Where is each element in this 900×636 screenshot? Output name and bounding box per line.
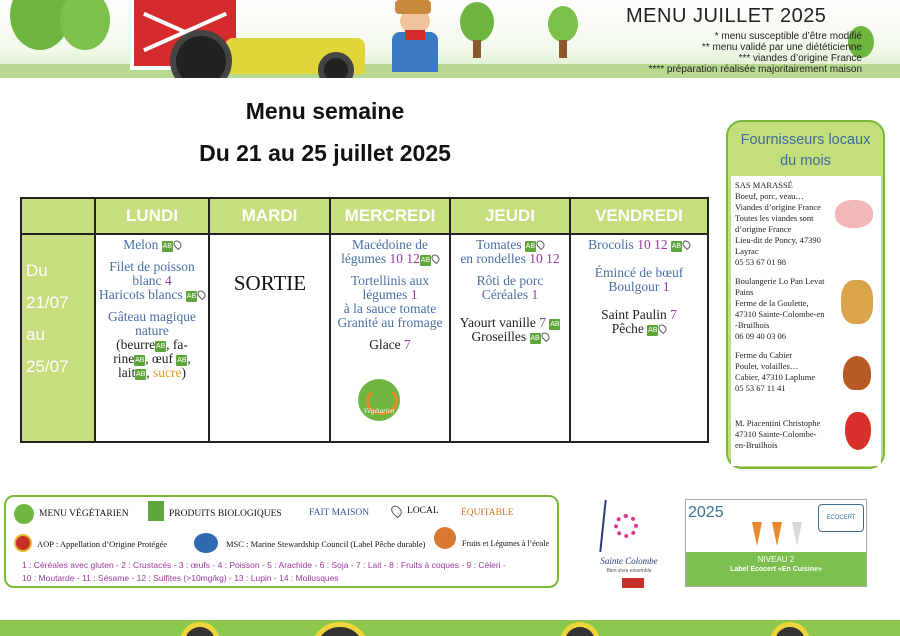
farmer-hat	[395, 0, 431, 14]
day-header-mercredi: MERCREDI	[329, 199, 449, 233]
supplier-marasse	[735, 180, 835, 268]
suppliers-title	[728, 130, 883, 172]
menu-column-mercredi	[329, 235, 449, 441]
ingredient-text: , fa-	[166, 337, 188, 352]
sainte-colombe-name: Sainte Colombe	[600, 556, 658, 566]
local-pin-icon	[389, 504, 404, 519]
supplier-line: Pains	[735, 287, 754, 297]
allergen-code: 1	[531, 287, 539, 302]
dish-item	[451, 238, 569, 252]
day-header-mardi: MARDI	[208, 199, 329, 233]
local-pin-icon	[657, 323, 668, 334]
legend-equitable: ÉQUITABLE	[461, 508, 514, 518]
suppliers-list	[731, 176, 881, 466]
bottom-banner	[0, 620, 900, 636]
legend-msc: MSC : Marine Stewardship Council (Label Pêche durable)	[226, 539, 426, 549]
allergen-line: 1 : Céréales avec gluten - 2 : Crustacés - 3 : œufs - 4 : Poisson - 5 : Arachide - 6 : Soja - 7 : Lait - 8 : Fruits à coques - 9 : Céleri -	[22, 560, 506, 570]
ingredient-text: (beurre	[116, 337, 156, 352]
date-line: au	[26, 325, 45, 344]
allergen-code: 7	[670, 307, 677, 322]
tree-illustration	[460, 2, 494, 42]
menu-column-mardi	[208, 235, 329, 441]
dish-name: Pêche	[611, 321, 644, 336]
ingredient-sucre: sucre	[153, 365, 182, 380]
supplier-line: en-Bruilhois	[735, 440, 778, 450]
dish-item	[571, 266, 707, 280]
menu-table	[20, 197, 709, 443]
note-line: *** viandes d’origine France	[738, 53, 862, 64]
fruits-ecole-icon	[434, 527, 456, 549]
tractor-wheel	[560, 622, 600, 636]
organic-ab-icon: AB	[648, 327, 658, 334]
local-pin-icon	[535, 239, 546, 250]
suppliers-title-line: Fournisseurs locaux	[740, 132, 871, 148]
dish-item	[331, 316, 449, 330]
allergen-list	[22, 559, 522, 585]
dots-flower-icon	[614, 514, 638, 538]
day-header-lundi: LUNDI	[94, 199, 208, 233]
menu-header-row	[22, 199, 707, 235]
allergen-line: 10 : Moutarde - 11 : Sésame - 12 : Sulfites (>10mg/kg) - 13 : Lupin - 14 : Mollusques	[22, 573, 339, 583]
dish-name: Céréales	[481, 287, 529, 302]
allergen-code: 10 12	[637, 237, 668, 252]
menu-column-lundi	[94, 235, 208, 441]
ecocert-band	[686, 552, 866, 586]
dish-name: Granité au fromage	[337, 315, 443, 330]
allergen-code: 7	[539, 315, 546, 330]
dish-name: Tomates	[476, 237, 522, 252]
dish-name: à la sauce tomate	[343, 301, 437, 316]
allergen-code: 4	[164, 273, 172, 288]
date-line: 21/07	[26, 293, 69, 312]
dish-name: Rôti de porc	[476, 273, 544, 288]
supplier-line: 05 53 67 01 98	[735, 257, 786, 267]
dish-name: Macédoine de légumes	[341, 237, 429, 266]
organic-ab-icon: AB	[135, 357, 145, 364]
dish-name: Tortellinis aux légumes	[350, 273, 430, 302]
supplier-line: Boulangerie Lo Pan Levat	[735, 276, 825, 286]
organic-ab-icon: AB	[525, 243, 536, 250]
organic-ab-icon: AB	[136, 371, 146, 378]
ingredient-text: lait	[118, 365, 136, 380]
note-line: ** menu validé par une diététicienne	[701, 42, 862, 53]
dish-item	[331, 302, 449, 316]
ecocert-label	[685, 499, 867, 587]
organic-ab-icon: AB	[550, 321, 560, 328]
tree-trunk	[473, 40, 481, 58]
dish-item	[571, 280, 707, 294]
dish-name: Glace	[369, 337, 401, 352]
dish-name: Yaourt vanille	[459, 315, 536, 330]
organic-ab-icon: AB	[420, 257, 431, 264]
date-line: 25/07	[26, 357, 69, 376]
dish-name: Filet de poisson blanc	[109, 259, 195, 288]
note-line: * menu susceptible d’être modifié	[714, 31, 862, 42]
ingredient-text: rine	[113, 351, 135, 366]
dish-item	[331, 238, 449, 266]
organic-ab-icon: AB	[162, 243, 172, 250]
organic-ab-icon: AB	[186, 293, 197, 300]
organic-ab-icon	[148, 501, 164, 521]
sainte-colombe-logo	[594, 498, 664, 590]
local-pin-icon	[430, 253, 441, 264]
legend-panel	[4, 495, 559, 588]
allergen-code: 7	[404, 337, 411, 352]
vegetarian-icon	[14, 504, 34, 524]
organic-ab-icon: AB	[155, 343, 166, 350]
menu-column-vendredi	[569, 235, 707, 441]
vegetarian-logo-text: Végétarien	[363, 407, 395, 415]
dish-item	[451, 274, 569, 288]
dish-item	[96, 260, 208, 288]
dish-item	[451, 288, 569, 302]
church-spire-icon	[599, 500, 606, 552]
ecocert-year: 2025	[688, 504, 724, 521]
legend-aop: AOP : Appellation d’Origine Protégée	[37, 539, 167, 549]
organic-ab-icon: AB	[177, 357, 187, 364]
msc-icon	[194, 533, 218, 553]
dish-item	[451, 252, 569, 266]
dish-name: Haricots blancs	[99, 287, 183, 302]
supplier-line: Cabier, 47310 Laplume	[735, 372, 816, 382]
legend-fruits-ecole: Fruits et Légumes à l’école	[462, 539, 550, 548]
village-flowers-badge	[622, 578, 644, 588]
menu-month-title: MENU JUILLET 2025	[626, 5, 827, 27]
ingredient-text: , œuf	[145, 351, 173, 366]
supplier-line: 06 09 40 03 06	[735, 331, 786, 341]
dish-name: Melon	[123, 237, 159, 252]
dish-item	[451, 316, 569, 330]
dish-item	[451, 330, 569, 344]
week-range-title: Du 21 au 25 juillet 2025	[199, 140, 451, 166]
date-line: Du	[26, 261, 48, 280]
note-line: **** préparation réalisée majoritairement maison	[648, 64, 862, 75]
supplier-line: M. Piacentini Christophe	[735, 418, 821, 428]
tree-trunk	[559, 40, 567, 58]
ecocert-level: NIVEAU 2	[757, 555, 795, 564]
vegetarian-logo	[358, 379, 400, 421]
sainte-colombe-tagline: Bien vivre ensemble	[606, 568, 652, 574]
local-pin-icon	[539, 331, 550, 342]
organic-ab-icon: AB	[530, 335, 540, 342]
dish-item	[571, 238, 707, 252]
dish-item	[96, 288, 208, 302]
chicken-icon	[843, 356, 871, 390]
day-header-vendredi: VENDREDI	[569, 199, 707, 233]
ecocert-badge: ECOCERT	[818, 504, 864, 532]
dish-name: Gâteau magique nature	[107, 309, 197, 338]
dish-item	[331, 338, 449, 352]
local-pin-icon	[172, 239, 183, 250]
supplier-line: Ferme de la Goulette,	[735, 298, 809, 308]
page-title: Menu semaine	[245, 98, 405, 124]
dish-name: Groseilles	[471, 329, 527, 344]
supplier-line: Ferme du Cabier	[735, 350, 793, 360]
allergen-code: 1	[410, 287, 418, 302]
supplier-line: 47310 Sainte-Colombe-	[735, 429, 817, 439]
dish-item	[571, 308, 707, 322]
menu-column-jeudi	[449, 235, 569, 441]
local-suppliers-panel	[726, 120, 885, 469]
legend-bio: PRODUITS BIOLOGIQUES	[169, 509, 282, 519]
dish-item	[96, 310, 208, 338]
tractor-wheel	[180, 622, 220, 636]
allergen-code: 10 12	[529, 251, 560, 266]
allergen-code: 10 12	[389, 251, 420, 266]
supplier-line: Toutes les viandes sont	[735, 213, 814, 223]
carrot-icon	[752, 522, 762, 546]
bread-icon	[841, 280, 873, 324]
legend-local: LOCAL	[407, 506, 439, 516]
local-pin-icon	[681, 239, 692, 250]
tractor-wheel	[310, 622, 370, 636]
dish-name: Boulgour	[608, 279, 660, 294]
ingredient-text: ,	[187, 351, 191, 366]
farmer-scarf	[405, 30, 425, 40]
supplier-line: SAS MARASSÉ	[735, 180, 793, 190]
supplier-line: Layrac	[735, 246, 759, 256]
dish-item	[571, 322, 707, 336]
suppliers-title-line: du mois	[780, 153, 831, 169]
ecocert-label-name: Label Ecocert «En Cuisine»	[730, 566, 822, 573]
tree-illustration	[60, 0, 110, 50]
supplier-line: 47310 Sainte-Colombe-en	[735, 309, 825, 319]
legend-fait-maison: FAIT MAISON	[309, 508, 370, 518]
carrot-icon	[772, 522, 782, 546]
supplier-piacentini	[735, 418, 835, 451]
supplier-ferme-cabier	[735, 350, 835, 394]
supplier-boulangerie	[735, 276, 835, 342]
tree-illustration	[548, 6, 578, 42]
aop-icon	[14, 534, 32, 552]
allergen-code: 1	[662, 279, 670, 294]
dish-item	[331, 274, 449, 302]
supplier-line: Lieu-dit de Poncy, 47390	[735, 235, 821, 245]
supplier-line: -Bruilhois	[735, 320, 770, 330]
legend-vegetarian: MENU VÉGÉTARIEN	[39, 509, 129, 519]
dish-name: en rondelles	[460, 251, 526, 266]
tractor-wheel	[770, 622, 810, 636]
dish-item	[96, 238, 208, 252]
sortie-label: SORTIE	[233, 271, 307, 295]
supplier-line: Viandes d’origine France	[735, 202, 821, 212]
organic-ab-icon: AB	[671, 243, 682, 250]
pig-icon	[835, 200, 873, 228]
ingredient-text: ,	[146, 365, 153, 380]
dish-name: Saint Paulin	[601, 307, 667, 322]
supplier-line: Boeuf, porc, veau…	[735, 191, 804, 201]
dish-name: Brocolis	[588, 237, 634, 252]
strawberry-icon	[845, 412, 871, 450]
ingredient-text: )	[181, 365, 186, 380]
day-header-jeudi: JEUDI	[449, 199, 569, 233]
dish-name: Émincé de bœuf	[594, 265, 684, 280]
supplier-line: 05 53 67 11 41	[735, 383, 786, 393]
local-pin-icon	[196, 289, 207, 300]
date-range-cell	[22, 235, 94, 441]
supplier-line: Poulet, volailles…	[735, 361, 799, 371]
menu-notes	[649, 31, 862, 75]
carrot-outline-icon	[792, 522, 802, 546]
supplier-line: d’origine France	[735, 224, 792, 234]
dish-ingredients	[96, 338, 208, 380]
